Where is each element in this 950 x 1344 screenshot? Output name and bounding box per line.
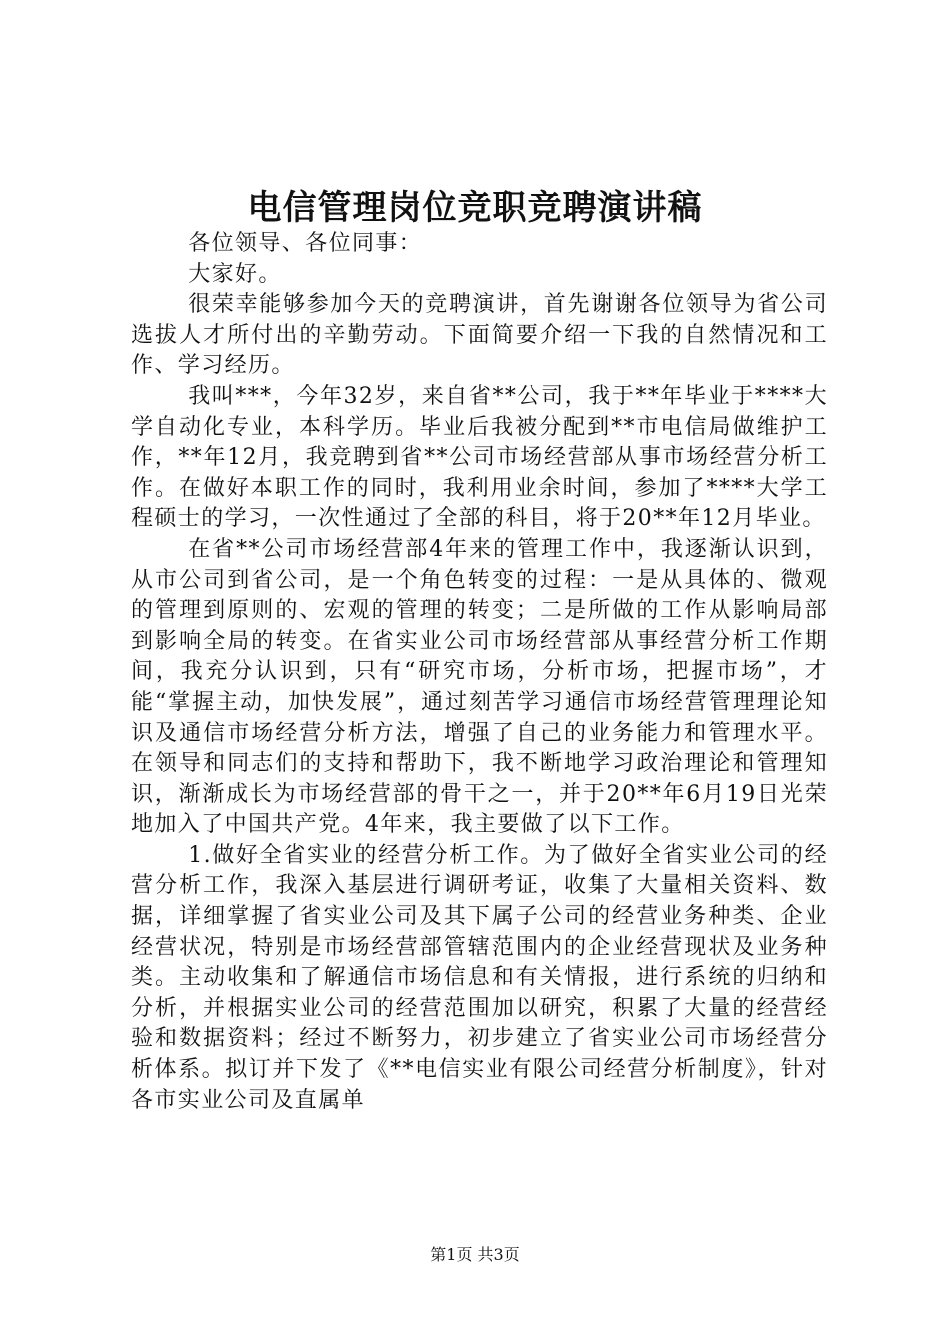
document-title: 电信管理岗位竞职竞聘演讲稿 [247, 188, 703, 228]
page-footer: 第1页 共3页 [430, 1245, 520, 1264]
paragraph-experience: 在省**公司市场经营部4年来的管理工作中，我逐渐认识到，从市公司到省公司，是一个角色转变的过程：一是从具体的、微观的管理到原则的、宏观的管理的转变；二是所做的工作从影响局部到影响全局的转变。在省实业公司市场经营部从事经营分析工作期间，我充分认识到，只有“研究市场，分析市场，把握市场”，才能“掌握主动，加快发展”，通过刻苦学习通信市场经营管理理论知识及通信市场经营分析方法，增强了自己的业务能力和管理水平。在领导和同志们的支持和帮助下，我不断地学习政治理论和管理知识，渐渐成长为市场经营部的骨干之一，并于20**年6月19日光荣地加入了中国共产党。4年来，我主要做了以下工作。 [131, 536, 828, 838]
paragraph-salutation: 各位领导、各位同事： [188, 231, 423, 256]
paragraph-greeting: 大家好。 [188, 261, 282, 287]
document-body [131, 229, 828, 1116]
paragraph-introduction: 很荣幸能够参加今天的竞聘演讲，首先谢谢各位领导为省公司选拔人才所付出的辛勤劳动。下面简要介绍一下我的自然情况和工作、学习经历。 [131, 292, 828, 379]
paragraph-work-item-1: 1.做好全省实业的经营分析工作。为了做好全省实业公司的经营分析工作，我深入基层进行调研考证，收集了大量相关资料、数据，详细掌握了省实业公司及其下属子公司的经营业务种类、企业经营状况，特别是市场经营部管辖范围内的企业经营现状及业务种类。主动收集和了解通信市场信息和有关情报，进行系统的归纳和分析，并根据实业公司的经营范围加以研究，积累了大量的经营经验和数据资料；经过不断努力，初步建立了省实业公司市场经营分析体系。拟订并下发了《**电信实业有限公司经营分析制度》，针对各市实业公司及直属单 [131, 842, 828, 1113]
paragraph-background: 我叫***，今年32岁，来自省**公司，我于**年毕业于****大学自动化专业，本科学历。毕业后我被分配到**市电信局做维护工作，**年12月，我竞聘到省**公司市场经营部从事市场经营分析工作。在做好本职工作的同时，我利用业余时间，参加了****大学工程硕士的学习，一次性通过了全部的科目，将于20**年12月毕业。 [131, 383, 828, 532]
